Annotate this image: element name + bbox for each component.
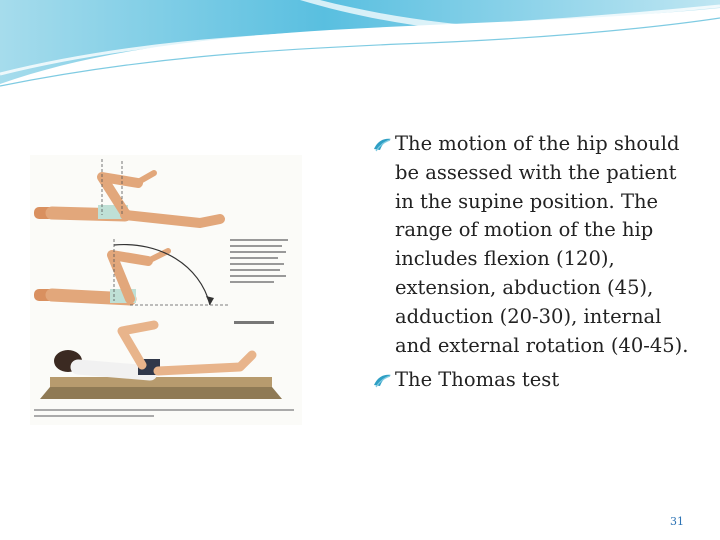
bullet-text: The Thomas test (395, 368, 560, 392)
range-of-motion-figure (34, 239, 288, 305)
hip-exam-illustration (30, 155, 302, 425)
bullet-item (370, 366, 700, 395)
thomas-test-figure (40, 321, 282, 399)
figure-caption (34, 409, 294, 417)
bullet-text: The motion of the hip should be assessed with the patient in the supine position. The range of motion of the hip includes flexion (120), extension, abduction (45), adduction (20-30), internal and external rotation (40-45). (395, 132, 689, 357)
page-number: 31 (670, 515, 684, 528)
bullet-icon (373, 137, 392, 152)
hip-flexion-figure (34, 159, 220, 223)
header-wave-decoration (0, 0, 720, 90)
bullet-item (370, 130, 700, 360)
bullet-icon (373, 373, 392, 388)
bullet-list (370, 130, 700, 401)
